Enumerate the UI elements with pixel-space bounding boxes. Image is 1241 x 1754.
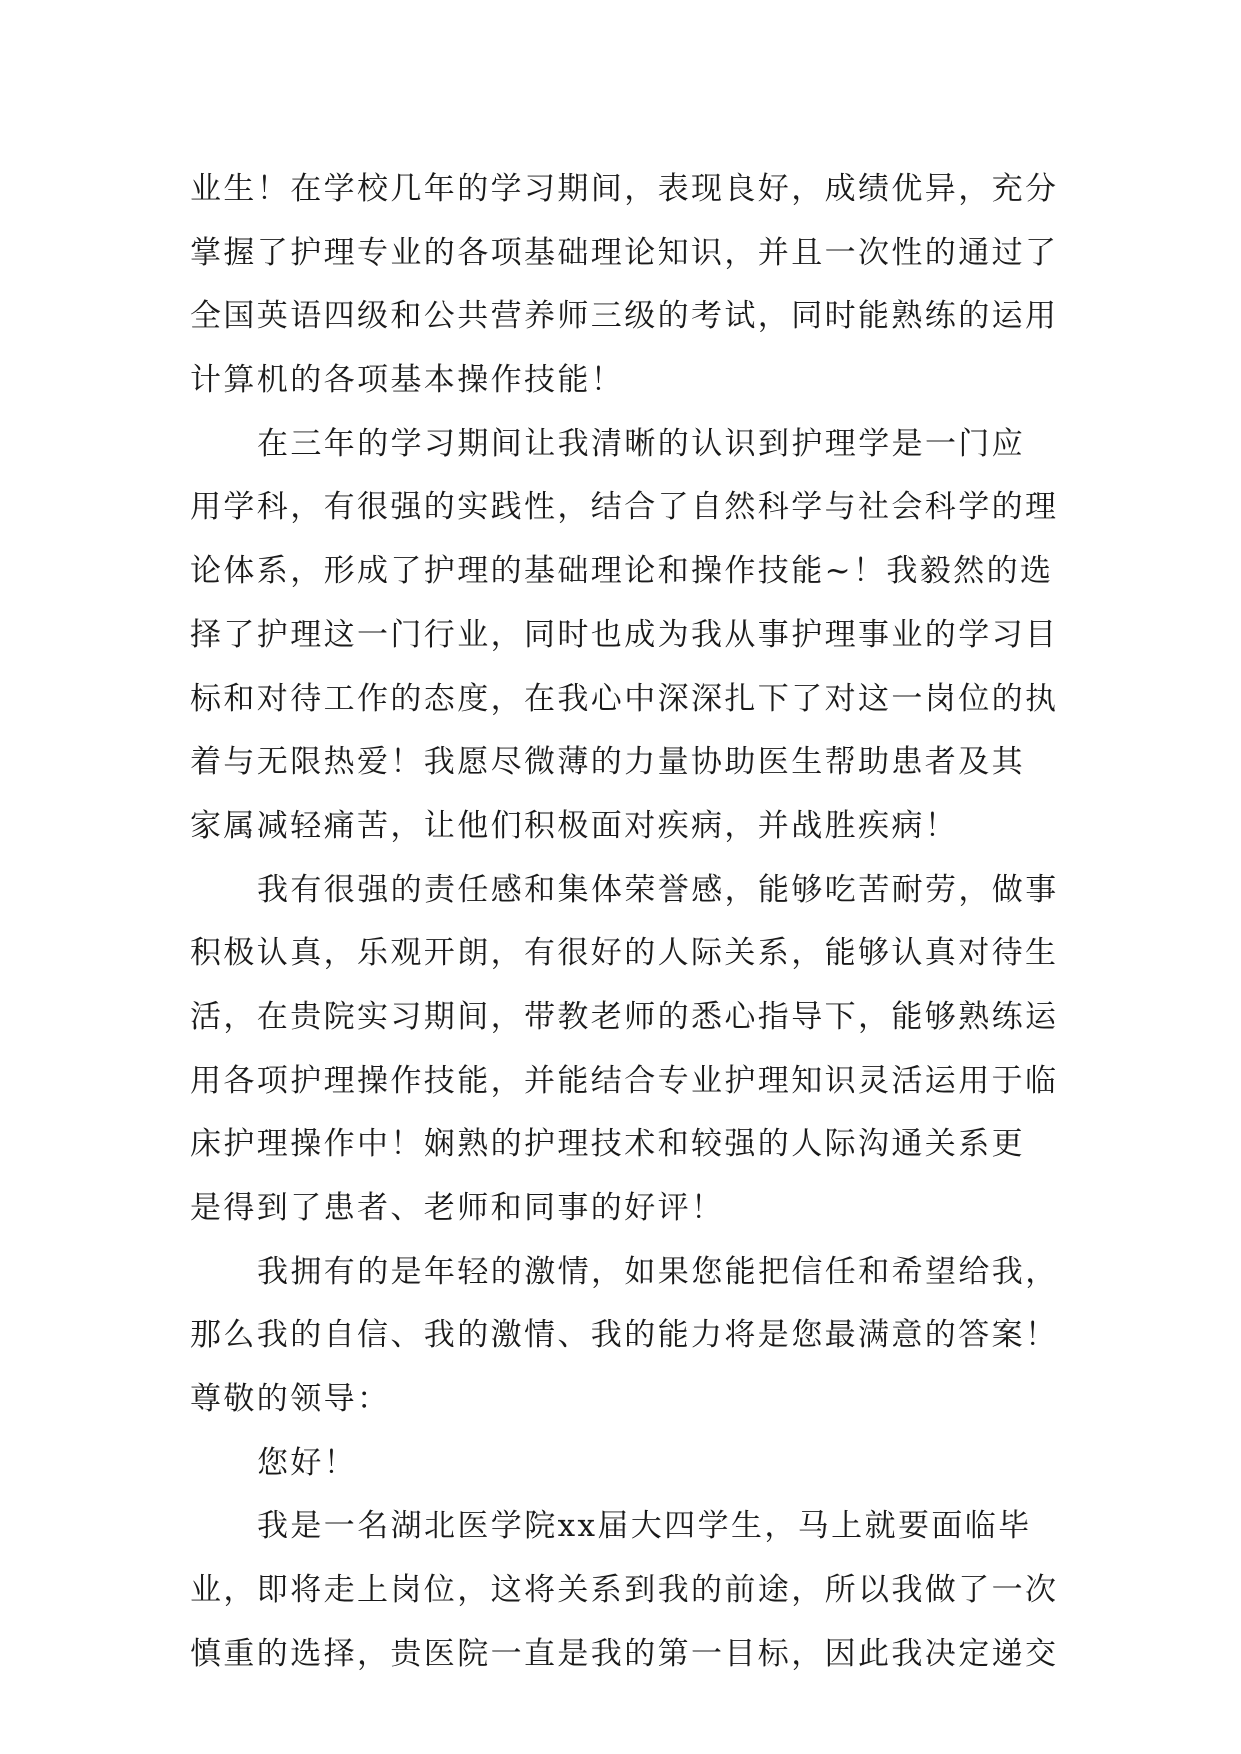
salutation: 尊敬的领导：: [190, 1381, 391, 1418]
text-line: 是得到了患者、老师和同事的好评！: [190, 1190, 725, 1226]
text-line: 业，即将走上岗位，这将关系到我的前途，所以我做了一次: [190, 1572, 1059, 1609]
text-line: 用学科，有很强的实践性，结合了自然科学与社会科学的理: [190, 489, 1059, 526]
text-line: 我有很强的责任感和集体荣誉感，能够吃苦耐劳，做事: [257, 871, 1059, 908]
text-line: 那么我的自信、我的激情、我的能力将是您最满意的答案！: [190, 1317, 1059, 1354]
text-line: 家属减轻痛苦，让他们积极面对疾病，并战胜疾病！: [190, 807, 959, 844]
text-line: 计算机的各项基本操作技能！: [190, 362, 625, 399]
text-line: 活，在贵院实习期间，带教老师的悉心指导下，能够熟练运: [190, 998, 1059, 1035]
text-line: 我是一名湖北医学院xx届大四学生，马上就要面临毕: [257, 1508, 1032, 1545]
text-line: 全国英语四级和公共营养师三级的考试，同时能熟练的运用: [190, 298, 1059, 335]
text-line: 我拥有的是年轻的激情，如果您能把信任和希望给我，: [257, 1253, 1059, 1290]
text-line: 业生！在学校几年的学习期间，表现良好，成绩优异，充分: [190, 171, 1059, 207]
text-line: 着与无限热爱！我愿尽微薄的力量协助医生帮助患者及其: [190, 744, 1025, 781]
text-line: 慎重的选择，贵医院一直是我的第一目标，因此我决定递交: [190, 1635, 1059, 1672]
text-line: 用各项护理操作技能，并能结合专业护理知识灵活运用于临: [190, 1062, 1059, 1099]
document-body: [190, 158, 1059, 1687]
text-line: 在三年的学习期间让我清晰的认识到护理学是一门应: [257, 425, 1026, 462]
text-line: 论体系，形成了护理的基础理论和操作技能~！我毅然的选: [190, 553, 1054, 590]
text-line: 床护理操作中！娴熟的护理技术和较强的人际沟通关系更: [190, 1126, 1025, 1163]
text-line: 积极认真，乐观开朗，有很好的人际关系，能够认真对待生: [190, 935, 1059, 972]
text-line: 标和对待工作的态度，在我心中深深扎下了对这一岗位的执: [190, 680, 1059, 717]
text-line: 择了护理这一门行业，同时也成为我从事护理事业的学习目: [190, 616, 1059, 653]
greeting: 您好！: [257, 1444, 358, 1481]
text-line: 掌握了护理专业的各项基础理论知识，并且一次性的通过了: [190, 234, 1059, 271]
